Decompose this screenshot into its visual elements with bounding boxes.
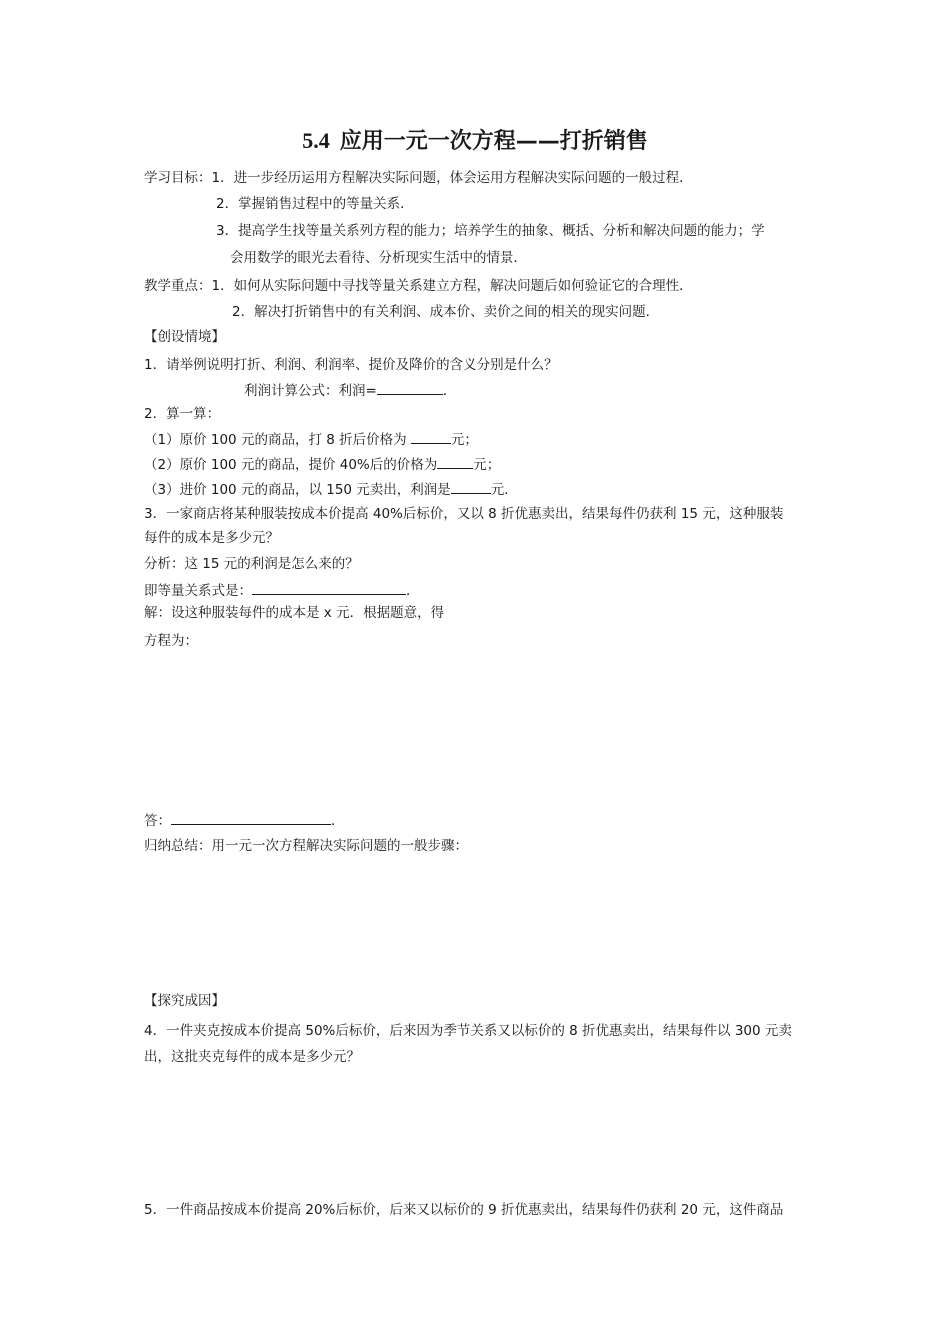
analysis: 分析：这 15 元的利润是怎么来的？ [144,556,359,572]
question-5-line-1: 5．一件商品按成本价提高 20%后标价，后来又以标价的 9 折优惠卖出，结果每件仍获利 20 元，这件商品 [144,1202,784,1218]
formula-blank[interactable] [377,380,443,395]
equal-relation: 即等量关系式是： ． [144,580,420,601]
relation-blank[interactable] [252,580,406,595]
question-3-line-2: 每件的成本是多少元？ [144,530,279,546]
section-heading-scenario: 【创设情境】 [144,329,225,345]
page-title [0,126,950,157]
equation-label: 方程为： [144,633,198,649]
calc-item: （3）进价 100 元的商品，以 150 元卖出，利润是 元． [144,479,518,500]
profit-formula: 利润计算公式：利润= ． [244,380,456,401]
key-points-line-1 [144,276,693,296]
solution: 解：设这种服装每件的成本是 x 元．根据题意，得 [144,605,445,621]
objective-item: 2．掌握销售过程中的等量关系． [216,196,414,212]
objective-item: 1．进一步经历运用方程解决实际问题，体会运用方程解决实际问题的一般过程． [211,170,693,186]
objectives-line-1 [144,168,693,188]
question-1: 1．请举例说明打折、利润、利润率、提价及降价的含义分别是什么？ [144,357,558,373]
calc-blank[interactable] [451,479,491,494]
section-number: 5.4 [302,128,330,153]
answer-blank[interactable] [171,810,331,825]
objective-item: 会用数学的眼光去看待、分析现实生活中的情景． [230,250,527,266]
key-point-item: 1．如何从实际问题中寻找等量关系建立方程，解决问题后如何验证它的合理性． [211,278,693,294]
key-points-label: 教学重点： [144,278,212,294]
question-2: 2．算一算： [144,406,221,422]
objective-item: 3．提高学生找等量关系列方程的能力；培养学生的抽象、概括、分析和解决问题的能力；学 [216,223,765,239]
key-point-item: 2．解决打折销售中的有关利润、成本价、卖价之间的相关的现实问题． [232,304,660,320]
calc-item: （1）原价 100 元的商品，打 8 折后价格为 元； [144,429,478,450]
section-heading-explore: 【探究成因】 [144,993,225,1009]
answer-line: 答： ． [144,810,345,831]
calc-item: （2）原价 100 元的商品，提价 40%后的价格为 元； [144,454,500,475]
title-text: 应用一元一次方程——打折销售 [339,129,648,154]
question-4-line-1: 4．一件夹克按成本价提高 50%后标价，后来因为季节关系又以标价的 8 折优惠卖出，结果每件以 300 元卖 [144,1023,792,1039]
question-3-line-1: 3．一家商店将某种服装按成本价提高 40%后标价，又以 8 折优惠卖出，结果每件仍获利 15 元，这种服装 [144,506,784,522]
question-4-line-2: 出，这批夹克每件的成本是多少元？ [144,1049,360,1065]
summary: 归纳总结：用一元一次方程解决实际问题的一般步骤： [144,838,468,854]
objectives-label: 学习目标： [144,170,212,186]
calc-blank[interactable] [411,429,451,444]
calc-blank[interactable] [437,454,473,469]
